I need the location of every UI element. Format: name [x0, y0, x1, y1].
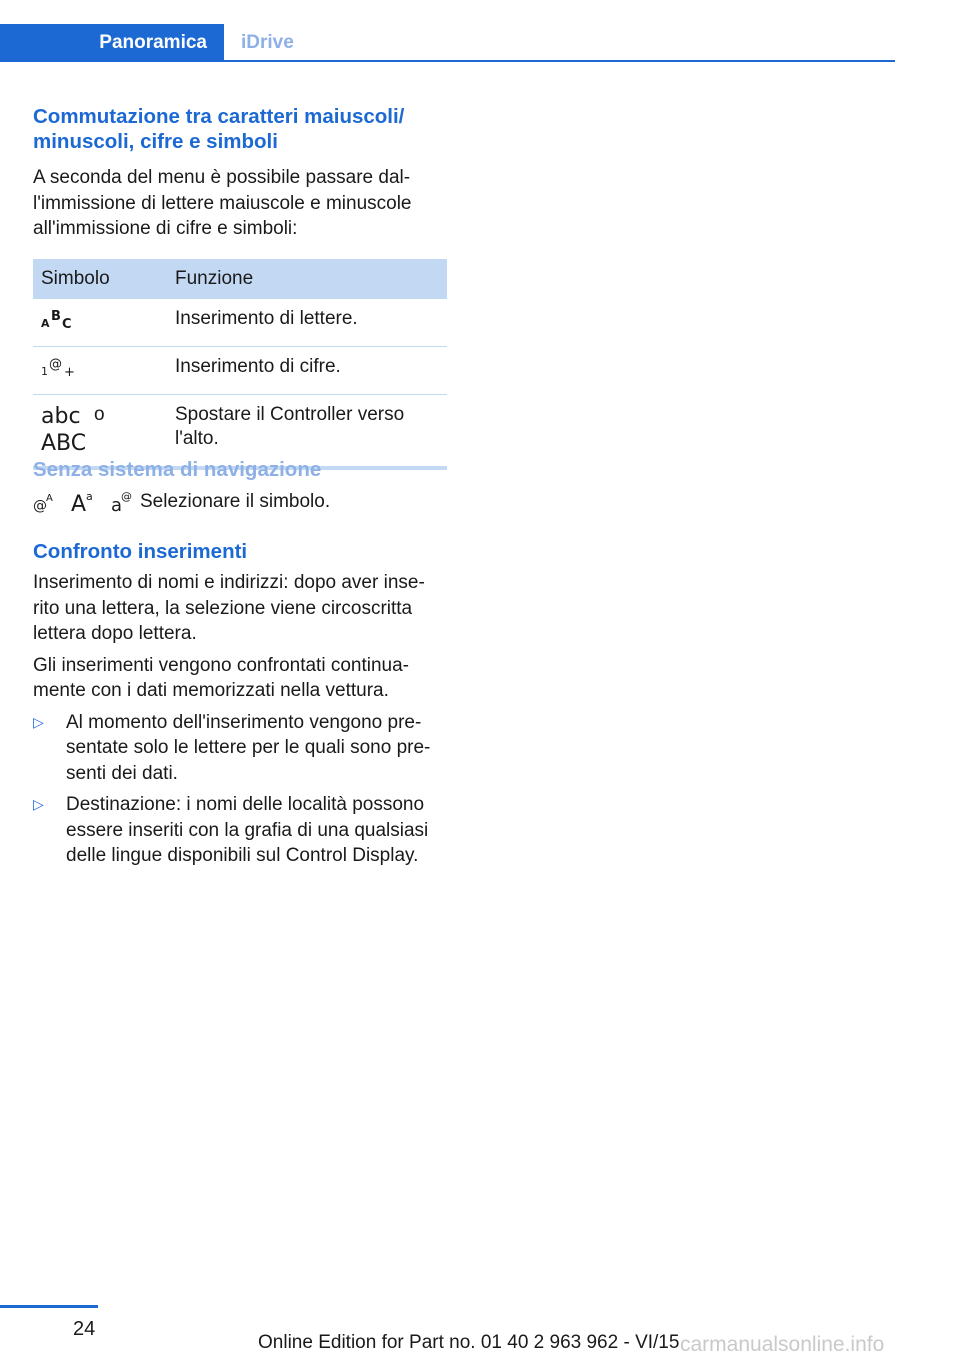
svg-text:ABC: ABC — [41, 430, 87, 455]
tab-panoramica[interactable]: Panoramica — [0, 24, 224, 62]
svg-text:A: A — [46, 493, 53, 504]
table-cell-function: Inserimento di lettere. — [167, 299, 447, 347]
page-header — [0, 24, 895, 62]
list-item-text: Destinazione: i nomi delle località possono essere inseriti con la grafia di una qualsiasi delle lingue disponibili sul Control Display. — [66, 794, 429, 866]
section-no-navigation — [33, 457, 447, 517]
tab-idrive[interactable]: iDrive — [241, 32, 294, 53]
svg-text:C: C — [62, 316, 72, 331]
abc-uppercase-icon — [41, 308, 75, 336]
page-number: 24 — [73, 1318, 96, 1340]
watermark: carmanualsonline.info — [680, 1333, 885, 1356]
capital-a-small-a-icon[interactable] — [71, 489, 97, 520]
triangle-bullet-icon: ▷ — [33, 713, 44, 730]
table-row — [33, 299, 447, 347]
svg-text:@: @ — [49, 356, 62, 372]
svg-text:1: 1 — [41, 364, 48, 378]
paragraph: Inserimento di nomi e indirizzi: dopo aver inse- rito una lettera, la selezione viene circoscritta lettera dopo lettera. — [33, 572, 425, 644]
footer-rule — [0, 1305, 98, 1308]
section-title-switch-case: Commutazione tra caratteri maiuscoli/ minuscoli, cifre e simboli — [33, 105, 405, 153]
header-rule — [0, 60, 895, 62]
svg-text:A: A — [71, 492, 87, 515]
svg-text:A: A — [41, 316, 50, 330]
edition-text: Online Edition for Part no. 01 40 2 963 962 - VI/15 — [258, 1332, 680, 1353]
list-item-text: Al momento dell'inserimento vengono pre- sentate solo le lettere per le quali sono pre- senti dei dati. — [66, 711, 431, 784]
symbol-table — [33, 259, 447, 470]
select-symbol-text: Selezionare il simbolo. — [140, 491, 331, 512]
table-cell-function: Inserimento di cifre. — [167, 346, 447, 394]
svg-text:@: @ — [33, 498, 47, 514]
table-row — [33, 346, 447, 394]
small-a-at-icon[interactable] — [111, 489, 135, 520]
section-intro: A seconda del menu è possibile passare dal- l'immissione di lettere maiuscole e minuscole all'immissione di cifre e simboli: — [33, 167, 412, 239]
at-capital-a-icon[interactable] — [33, 489, 57, 520]
svg-text:a: a — [111, 495, 123, 515]
digits-symbols-icon — [41, 356, 75, 384]
table-header-symbol: Simbolo — [33, 259, 167, 299]
section-title-entry-comparison: Confronto inserimenti — [33, 540, 248, 563]
list-item — [33, 792, 447, 869]
symbol-connector: o — [94, 403, 105, 425]
list-item — [33, 710, 447, 787]
svg-text:+: + — [64, 364, 75, 379]
svg-text:@: @ — [121, 490, 132, 503]
section-switch-case — [33, 104, 447, 470]
triangle-bullet-icon: ▷ — [33, 796, 44, 812]
svg-text:a: a — [86, 490, 93, 503]
paragraph: Gli inserimenti vengono confrontati continua- mente con i dati memorizzati nella vettura. — [33, 654, 409, 701]
case-switch-icon — [41, 403, 91, 462]
svg-text:B: B — [51, 308, 61, 324]
table-header-function: Funzione — [167, 259, 447, 299]
table-cell-function: Spostare il Controller verso l'alto. — [167, 394, 447, 468]
section-entry-comparison — [33, 539, 447, 869]
svg-text:abc: abc — [41, 403, 81, 429]
section-title-no-navigation: Senza sistema di navigazione — [33, 458, 322, 481]
